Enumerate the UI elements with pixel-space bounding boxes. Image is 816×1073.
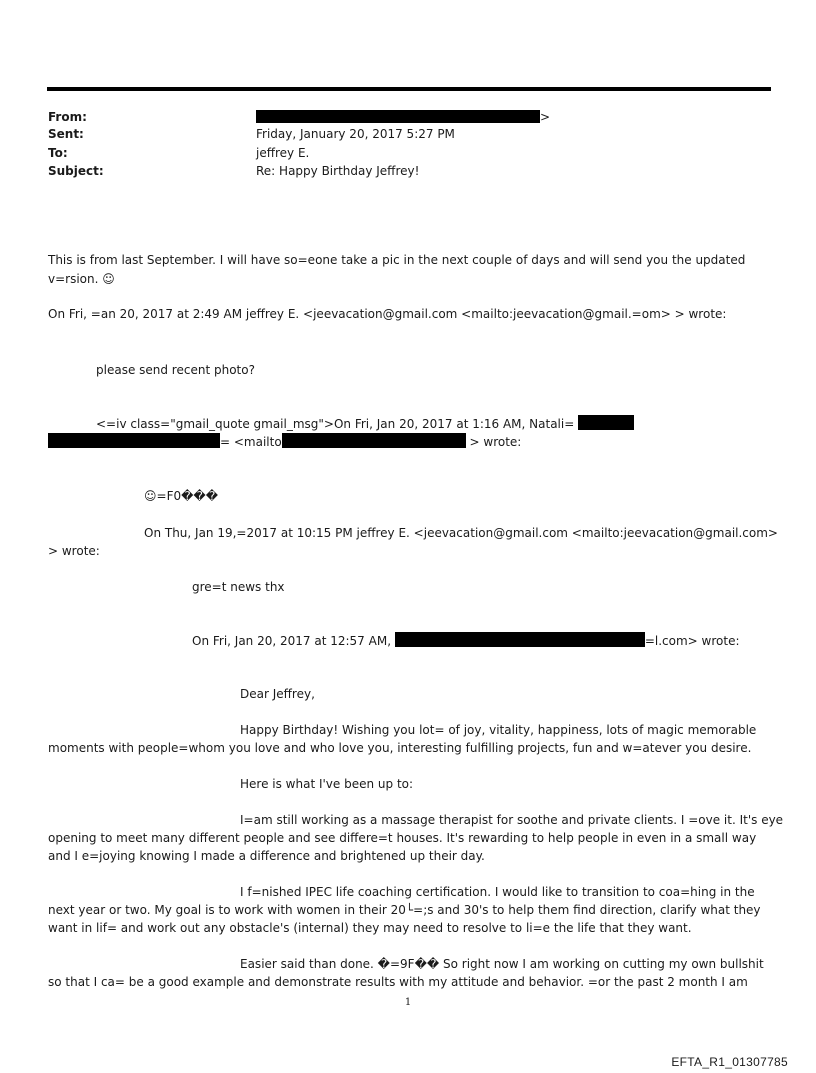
greeting: Dear Jeffrey, [240, 687, 315, 701]
quote1-text: please send recent photo? [96, 363, 255, 377]
quote2-intro-c: > wrote: [469, 435, 522, 449]
redaction-box [578, 415, 634, 430]
subject-value: Re: Happy Birthday Jeffrey! [256, 164, 420, 178]
redaction-box [282, 433, 466, 448]
ipec-line1: I f=nished IPEC life coaching certification. I would like to transition to coa=hing in the [240, 885, 755, 899]
quote2-intro-b: = <mailto [220, 435, 282, 449]
quote2-intro-line1 [96, 415, 634, 433]
sent-label: Sent: [48, 127, 84, 141]
upto-line: Here is what I've been up to: [240, 777, 414, 791]
work-line2: opening to meet many different people and see differe=t houses. It's rewarding to help people in even in a small way [48, 831, 757, 845]
body-para1-line1: This is from last September. I will have so=eone take a pic in the next couple of days and will send you the updated [48, 253, 746, 267]
quote4-intro-b: =l.com> wrote: [644, 634, 740, 648]
quote4-intro [192, 632, 740, 650]
bday-line2: moments with people=whom you love and who love you, interesting fulfilling projects, fun and w=atever you desire. [48, 741, 752, 755]
quote4-intro-a: On Fri, Jan 20, 2017 at 12:57 AM, [192, 634, 392, 648]
to-label: To: [48, 146, 68, 160]
from-value [256, 110, 550, 125]
quote3-intro-b: > wrote: [48, 544, 100, 558]
quote3-intro-a: On Thu, Jan 19,=2017 at 10:15 PM jeffrey E. <jeevacation@gmail.com <mailto:jeevacation@gmail.com> [144, 526, 778, 540]
body-para1-line2: v=rsion. ☺ [48, 272, 115, 286]
quote1-intro: On Fri, =an 20, 2017 at 2:49 AM jeffrey E. <jeevacation@gmail.com <mailto:jeevacation@gmail.=om> > wrote: [48, 307, 727, 321]
quote2-intro-line2 [48, 433, 521, 451]
easier-line1: Easier said than done. �=9F�� So right now I am working on cutting my own bullshit [240, 957, 764, 971]
bday-line1: Happy Birthday! Wishing you lot= of joy, vitality, happiness, lots of magic memorable [240, 723, 757, 737]
quote2-intro-a: <=iv class="gmail_quote gmail_msg">On Fri, Jan 20, 2017 at 1:16 AM, Natali= [96, 417, 575, 431]
page-number: 1 [404, 997, 412, 1008]
redaction-box [256, 110, 540, 123]
redaction-box [395, 632, 645, 647]
ipec-line2: next year or two. My goal is to work with women in their 20└=;s and 30's to help them find direction, clarify what they [48, 903, 761, 917]
header-rule [47, 87, 771, 91]
quote2-text: ☺=F0��� [144, 489, 219, 503]
to-value: jeffrey E. [256, 146, 310, 160]
bates-number: EFTA_R1_01307785 [671, 1055, 788, 1069]
easier-line2: so that I ca= be a good example and demonstrate results with my attitude and behavior. =or the past 2 month I am [48, 975, 748, 989]
ipec-line3: want in lif= and work out any obstacle's (internal) they may need to resolve to li=e the life that they want. [48, 921, 692, 935]
work-line3: and I e=joying knowing I made a difference and brightened up their day. [48, 849, 485, 863]
from-suffix: > [540, 110, 551, 124]
subject-label: Subject: [48, 164, 104, 178]
from-label: From: [48, 110, 87, 124]
sent-value: Friday, January 20, 2017 5:27 PM [256, 127, 455, 141]
redaction-box [48, 433, 220, 448]
work-line1: I=am still working as a massage therapist for soothe and private clients. I =ove it. It's eye [240, 813, 784, 827]
quote3-text: gre=t news thx [192, 580, 285, 594]
